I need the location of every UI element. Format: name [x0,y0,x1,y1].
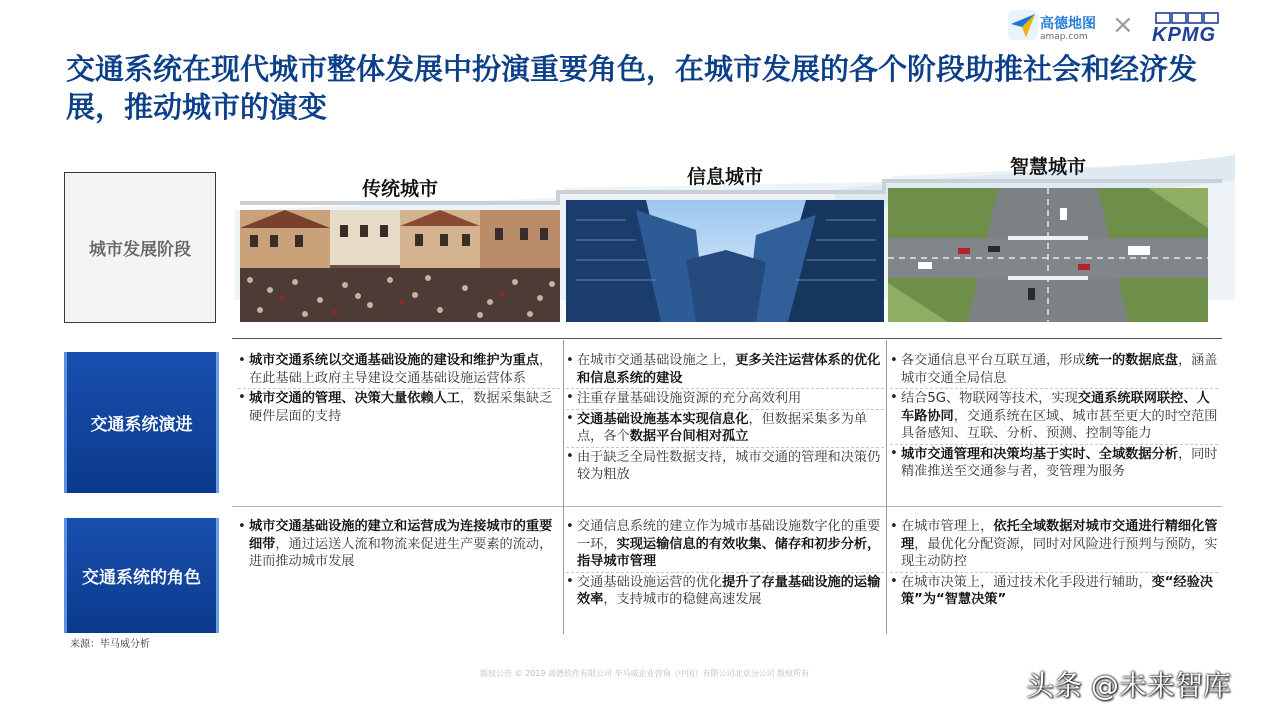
cell-role-traditional [238,518,560,572]
bullet-text: 各交通信息平台互联互通，形成 [901,353,1086,368]
bullet-text-bold: 变“经验决策”为“智慧决策” [901,574,1213,607]
bullet-text-bold: 交通系统联网联控、人车路协同 [901,391,1210,424]
bullet-text: ，但数据采集多为单点，各个 [577,411,868,444]
column-divider-1 [563,340,564,634]
information-city-photo [566,200,884,322]
bullet-text: 由于缺乏全局性数据支持，城市交通的管理和决策仍较为粗放 [577,449,881,482]
amap-logo-icon [1008,10,1038,40]
bullet-item [566,388,884,408]
watermark: 头条 @未来智库 [1026,669,1231,702]
cell-evolution-smart [890,352,1218,482]
bullet-text: ，在此基础上政府主导建设交通基础设施运营体系 [249,353,553,386]
cell-evolution-traditional [238,352,560,426]
bullet-item [566,352,884,387]
bullet-item [238,518,560,571]
bullet-text: 在城市管理上， [901,519,994,534]
bullet-text: ，最优化分配资源，同时对风险进行预判与预防，实现主动防控 [901,536,1218,569]
row-label-role: 交通系统的角色 [64,518,216,633]
bullet-text: 注重存量基础设施资源的充分高效利用 [577,391,802,406]
bullet-text-bold: 数据平台间相对孤立 [629,429,749,444]
logo-bar [1000,8,1230,48]
bullet-text-bold: 城市交通的管理、决策大量依赖人工 [249,391,460,406]
bullet-text: ，同时精准推送至交通参与者，变管理为服务 [901,446,1218,479]
bullet-text-bold: 依托全域数据对城市交通进行精细化管理 [901,519,1218,552]
bullet-item [890,388,1218,443]
bullet-text: ，涵盖城市交通全局信息 [901,353,1218,386]
bullet-text: 结合5G、物联网等技术，实现 [901,391,1078,406]
row-label-evolution: 交通系统演进 [64,352,216,493]
smart-city-photo [888,188,1208,322]
city-stage-header: 城市发展阶段 [64,172,216,323]
bullet-text-bold: 交通基础设施基本实现信息化 [577,411,749,427]
bullet-text: ，交通系统在区域、城市甚至更大的时空范围具备感知、互联、分析、预测、控制等能力 [901,408,1218,441]
bullet-item [890,572,1218,609]
bullet-item [238,388,560,425]
bullet-item [890,352,1218,387]
bullet-text: 交通基础设施运营的优化 [577,574,723,590]
bullet-text: ，支持城市的稳健高速发展 [603,592,762,607]
bullet-text-bold: 统一的数据底盘 [1085,353,1178,368]
row-divider [232,506,1222,507]
bullet-text-bold: 城市交通管理和决策均基于实时、全域数据分析 [901,446,1178,462]
table-top-rule [232,338,1222,339]
bullet-text-bold: 更多关注运营体系的优化和信息系统的建设 [577,353,881,386]
logo-separator: × [1112,10,1134,40]
bullet-item [566,518,884,571]
kpmg-logo-icon [1155,12,1221,24]
bullet-text-bold: 实现运输信息的有效收集、储存和初步分析，指导城市管理 [577,536,881,569]
bullet-text: 交通信息系统的建立作为城市基础设施数字化的重要一环， [577,519,881,552]
bullet-text: ，通过运送人流和物流来促进生产要素的流动，进而推动城市发展 [249,536,553,569]
bullet-text-bold: 城市交通系统以交通基础设施的建设和维护为重点 [249,353,540,368]
era-title-information: 信息城市 [686,166,763,188]
column-divider-2 [886,340,887,634]
cell-role-information [566,518,884,610]
bullet-item [566,447,884,484]
bullet-text-bold: 城市交通基础设施的建立和运营成为连接城市的重要细带 [249,519,553,552]
bullet-item [890,444,1218,481]
bullet-item [566,409,884,446]
era-title-traditional: 传统城市 [361,178,438,200]
traditional-city-photo [240,210,560,322]
bullet-item [890,518,1218,571]
page-title: 交通系统在现代城市整体发展中扮演重要角色，在城市发展的各个阶段助推社会和经济发展，推动城市的演变 [66,52,1198,124]
cell-evolution-information [566,352,884,485]
copyright-notice: 版权公告 © 2019 高德软件有限公司 毕马威企业咨询（中国）有限公司北京分公司 版权所有 [480,669,810,678]
amap-logo-url: amap.com [1040,32,1088,42]
era-title-smart: 智慧城市 [1009,156,1086,178]
bullet-text: 在城市决策上，通过技术化手段进行辅助， [901,574,1152,590]
amap-logo-text: 高德地图 [1040,16,1096,32]
source-note: 来源：毕马威分析 [70,639,150,650]
bullet-item [566,572,884,609]
cell-role-smart [890,518,1218,610]
bullet-text: ，数据采集缺乏硬件层面的支持 [249,391,553,424]
bullet-item [238,352,560,387]
kpmg-logo-text: KPMG [1152,24,1216,46]
bullet-text: 在城市交通基础设施之上， [577,353,736,368]
bullet-text-bold: 提升了存量基础设施的运输效率 [577,574,881,607]
